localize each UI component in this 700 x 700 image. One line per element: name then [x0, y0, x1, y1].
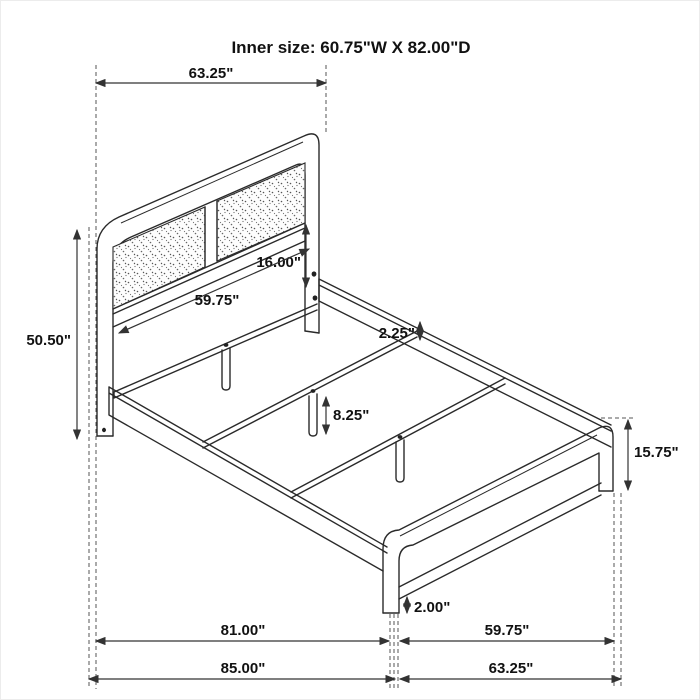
footboard-bottom-rail	[399, 483, 601, 599]
slat-2	[203, 331, 417, 448]
label-rail-ledge: 2.25"	[378, 325, 415, 342]
diagram-svg	[1, 1, 700, 700]
footboard-top-rail-detail-line	[400, 435, 597, 536]
headboard-leg-bottom-caps	[97, 331, 319, 436]
label-support-leg-height: 8.25"	[333, 407, 370, 424]
label-panel-to-rail: 16.00"	[256, 254, 301, 271]
label-headboard-inner-width: 59.75"	[194, 292, 240, 309]
slat-1-bolt-hole	[224, 343, 229, 347]
diagram-title: Inner size: 60.75"W X 82.00"D	[231, 38, 471, 57]
slat-3-support-leg	[396, 440, 404, 482]
slat-2-support-leg	[309, 394, 317, 436]
label-footboard-inner-width: 59.75"	[484, 622, 530, 639]
label-footboard-leg: 2.00"	[414, 599, 451, 616]
slats	[114, 304, 505, 498]
footboard-inner-frame	[399, 453, 599, 613]
label-top-width: 63.25"	[188, 65, 234, 82]
label-outer-depth: 85.00"	[220, 660, 266, 677]
label-inner-depth: 81.00"	[220, 622, 266, 639]
dimension-annotations	[26, 65, 678, 679]
extension-lines-footboard-front-post	[390, 614, 398, 689]
footboard-post-bottom-caps	[383, 491, 613, 613]
slat-3-bolt-hole	[398, 435, 403, 439]
slat-1-support-leg	[222, 348, 230, 390]
label-headboard-height: 50.50"	[26, 332, 71, 349]
label-footboard-outer-width: 63.25"	[488, 660, 534, 677]
headboard-rail-bolt-bottom	[313, 295, 318, 300]
slat-2-bolt-hole	[311, 389, 316, 393]
footboard	[383, 426, 613, 613]
headboard-rail-bolt-top	[312, 271, 317, 276]
footboard-outer-frame	[383, 426, 613, 613]
headboard-leg-bolt	[102, 428, 106, 432]
side-rails	[109, 279, 611, 571]
extension-lines-footboard-back-post	[614, 493, 621, 689]
slat-1	[114, 304, 317, 398]
label-footboard-height: 15.75"	[634, 444, 679, 461]
headboard-center-stile	[205, 201, 217, 267]
